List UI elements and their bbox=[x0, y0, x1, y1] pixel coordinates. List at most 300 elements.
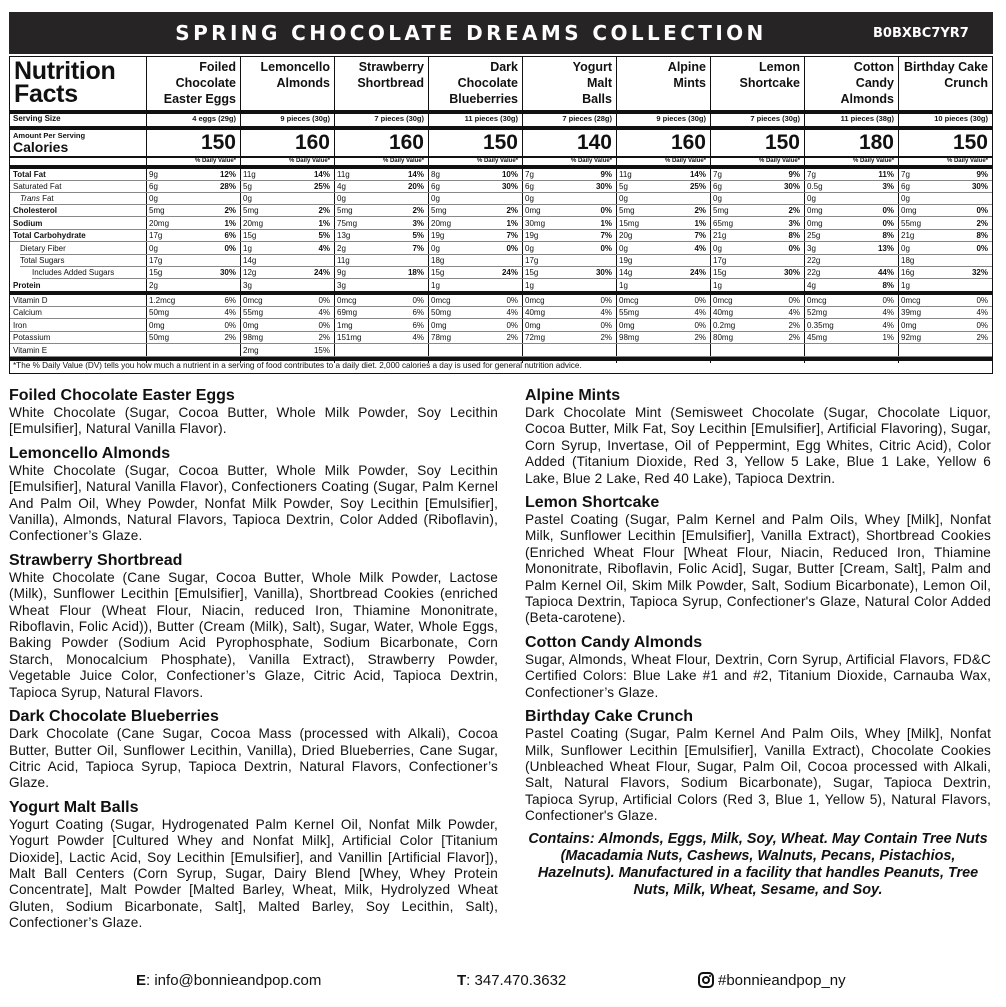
rule bbox=[10, 156, 146, 158]
daily-value-header: % Daily Value* bbox=[946, 158, 988, 164]
sugars-amount: 18g bbox=[901, 256, 915, 265]
fiber-dv: 0% bbox=[506, 244, 518, 253]
potassium-amount: 80mg bbox=[713, 333, 734, 342]
total-fat-dv: 9% bbox=[976, 170, 988, 179]
sugars-amount: 17g bbox=[713, 256, 727, 265]
added-sugars-dv: 24% bbox=[313, 268, 330, 277]
daily-value-header: % Daily Value* bbox=[852, 158, 894, 164]
ingredient-block bbox=[525, 633, 991, 701]
sat-fat-dv: 20% bbox=[407, 182, 424, 191]
added-sugars-dv: 24% bbox=[501, 268, 518, 277]
product-name-line: Crunch bbox=[944, 76, 988, 90]
product-name-line: Chocolate bbox=[175, 76, 236, 90]
sodium-dv: 0% bbox=[882, 219, 894, 228]
carbs-dv: 6% bbox=[224, 231, 236, 240]
vit-d-dv: 0% bbox=[694, 296, 706, 305]
rule bbox=[898, 192, 992, 193]
cholesterol-dv: 2% bbox=[224, 206, 236, 215]
iron-amount: 0mg bbox=[243, 321, 259, 330]
trans-fat-amount: 0g bbox=[619, 194, 628, 203]
calcium-dv: 4% bbox=[694, 308, 706, 317]
phone-number: : 347.470.3632 bbox=[466, 972, 567, 989]
sat-fat-dv: 25% bbox=[689, 182, 706, 191]
rule bbox=[616, 291, 710, 295]
vit-d-dv: 0% bbox=[976, 296, 988, 305]
calcium-amount: 40mg bbox=[525, 308, 546, 317]
trans-fat-amount: 0g bbox=[149, 194, 158, 203]
vit-d-dv: 0% bbox=[882, 296, 894, 305]
protein-amount: 3g bbox=[337, 281, 346, 290]
rule bbox=[428, 126, 522, 130]
ingredient-product-name: Alpine Mints bbox=[525, 387, 621, 404]
cholesterol-dv: 0% bbox=[600, 206, 612, 215]
ingredient-list-text: Yogurt Coating (Sugar, Hydrogenated Palm Kernel Oil, Nonfat Milk Powder, Yogurt Powder [Cultured Whey and Nonfat Milk], Artificial Color [Titanium Dioxide], Lactic Acid, Soy Lecithin [Emulsifier], and Vanillin [Artificial Flavor]), Malt Ball Centers (Corn Syrup, Sugar, Dairy Blend [Whey, Whey Protein Concentrate], Malt Powder [Malted Barley, Wheat, Milk, Hydrolyzed Wheat Gluten, Sodium Bicarbonate, Salt], Malted Barley, Soy Lecithin, Salt), Confectioner’s Glaze. bbox=[9, 816, 498, 931]
total-sugars-label: Total Sugars bbox=[20, 256, 65, 265]
ingredient-block bbox=[525, 707, 991, 824]
vitamin-e-label: Vitamin E bbox=[13, 346, 48, 355]
sodium-label: Sodium bbox=[13, 219, 43, 228]
trans-fat-rest: Fat bbox=[39, 194, 54, 203]
product-name bbox=[619, 59, 706, 91]
protein-amount: 2g bbox=[149, 281, 158, 290]
carbs-amount: 17g bbox=[149, 231, 163, 240]
vit-e-dv: 15% bbox=[313, 346, 330, 355]
potassium-amount: 92mg bbox=[901, 333, 922, 342]
total-fat-dv: 14% bbox=[313, 170, 330, 179]
protein-amount: 1g bbox=[713, 281, 722, 290]
total-fat-amount: 8g bbox=[431, 170, 440, 179]
calcium-amount: 55mg bbox=[619, 308, 640, 317]
instagram-contact bbox=[698, 972, 846, 989]
rule bbox=[616, 216, 710, 217]
rule bbox=[898, 241, 992, 242]
serving-size-value: 10 pieces (30g) bbox=[934, 114, 988, 123]
fiber-dv: 0% bbox=[224, 244, 236, 253]
rule bbox=[616, 318, 710, 319]
rule bbox=[32, 278, 146, 279]
potassium-amount: 50mg bbox=[149, 333, 170, 342]
added-sugars-amount: 16g bbox=[901, 268, 915, 277]
fiber-dv: 0% bbox=[788, 244, 800, 253]
potassium-dv: 2% bbox=[506, 333, 518, 342]
product-name-line: Shortbread bbox=[357, 76, 424, 90]
sat-fat-dv: 30% bbox=[595, 182, 612, 191]
vit-d-dv: 6% bbox=[224, 296, 236, 305]
potassium-dv: 1% bbox=[882, 333, 894, 342]
total-fat-dv: 14% bbox=[689, 170, 706, 179]
cholesterol-amount: 5mg bbox=[337, 206, 353, 215]
cholesterol-amount: 0mg bbox=[525, 206, 541, 215]
product-name-line: Malt bbox=[587, 76, 612, 90]
vit-d-amount: 0mcg bbox=[337, 296, 357, 305]
rule bbox=[804, 216, 898, 217]
ingredients-right-column bbox=[525, 386, 991, 900]
cholesterol-dv: 0% bbox=[882, 206, 894, 215]
sugars-amount: 14g bbox=[243, 256, 257, 265]
trans-fat-amount: 0g bbox=[243, 194, 252, 203]
potassium-dv: 2% bbox=[600, 333, 612, 342]
added-sugars-amount: 22g bbox=[807, 268, 821, 277]
iron-amount: 0mg bbox=[619, 321, 635, 330]
product-name bbox=[337, 59, 424, 91]
calcium-dv: 4% bbox=[788, 308, 800, 317]
rule bbox=[334, 216, 428, 217]
rule bbox=[428, 278, 522, 279]
added-sugars-dv: 30% bbox=[783, 268, 800, 277]
phone-contact bbox=[457, 972, 566, 989]
ingredient-product-name: Lemoncello Almonds bbox=[9, 444, 171, 462]
calcium-dv: 4% bbox=[600, 308, 612, 317]
total-fat-dv: 10% bbox=[501, 170, 518, 179]
iron-dv: 0% bbox=[600, 321, 612, 330]
product-name bbox=[431, 59, 518, 107]
cholesterol-dv: 0% bbox=[976, 206, 988, 215]
product-name-line: Foiled bbox=[199, 60, 236, 74]
calcium-amount: 55mg bbox=[243, 308, 264, 317]
potassium-amount: 98mg bbox=[619, 333, 640, 342]
product-name bbox=[713, 59, 800, 91]
rule bbox=[240, 343, 334, 344]
sat-fat-dv: 30% bbox=[501, 182, 518, 191]
ingredient-list-text: Dark Chocolate Mint (Semisweet Chocolate (Sugar, Chocolate Liquor, Cocoa Butter, Milk Fat, Soy Lecithin [Emulsifier], Artificial Flavoring), Sugar, Corn Syrup, Invertase, Oil of Peppermint, Egg Whites, Citric Acid), Color Added (Titanium Dioxide, Red 3, Yellow 5 Lake, Blue 1 Lake, Yellow 6 Lake, Blue 2 Lake, Red 40 Lake), Tapioca Dextrin. bbox=[525, 405, 991, 486]
iron-amount: 0mg bbox=[431, 321, 447, 330]
serving-size-value: 11 pieces (30g) bbox=[464, 114, 518, 123]
sodium-dv: 1% bbox=[506, 219, 518, 228]
ingredient-list-text: Dark Chocolate (Cane Sugar, Cocoa Mass (processed with Alkali), Cocoa Butter, Butter Oil, Sunflower Lecithin, Vanilla), Dried Blueberries, Cane Sugar, Citric Acid, Tapioca Syrup, Tapioca Dextrin, Natural Flavors, Confectioner’s Glaze. bbox=[9, 726, 498, 791]
rule bbox=[334, 241, 428, 242]
total-fat-amount: 7g bbox=[807, 170, 816, 179]
instagram-icon bbox=[698, 972, 714, 988]
total-fat-amount: 11g bbox=[337, 170, 350, 179]
email-address: : info@bonnieandpop.com bbox=[146, 972, 322, 989]
product-name bbox=[807, 59, 894, 107]
rule bbox=[522, 192, 616, 193]
sat-fat-amount: 6g bbox=[525, 182, 534, 191]
ingredient-list-text: Pastel Coating (Sugar, Palm Kernel And Palm Oils, Whey [Milk], Nonfat Milk, Sunflower Lecithin [Emulsifier], Vanilla Extract), Chocolate Cookies (Unbleached Wheat Flour, Sugar, Palm Oil, Cocoa processed with Alkali, Salt, Natural Flavors, Sodium Bicarbonate), Sugar, Tapioca Dextrin, Tapioca Syrup, Artificial Colors (Red 3, Blue 1, Yellow 5), Natural Flavors, Confectioner's Glaze. bbox=[525, 726, 991, 824]
rule bbox=[428, 343, 522, 344]
carbs-amount: 21g bbox=[901, 231, 915, 240]
rule bbox=[334, 126, 428, 130]
ingredient-list-text: White Chocolate (Sugar, Cocoa Butter, Whole Milk Powder, Soy Lecithin [Emulsifier], Natural Vanilla Flavor), Confectioners Coating (Sugar, Palm Kernel And Palm Oil, Whey Powder, Nonfat Milk Powder, Soy Lecithin [Emulsifier], Vanilla), Almonds, Natural Flavors, Tapioca Dextrin, Color Added (Riboflavin), Confectioner’s Glaze. bbox=[9, 462, 498, 544]
potassium-amount: 151mg bbox=[337, 333, 362, 342]
product-name-line: Yogurt bbox=[572, 60, 612, 74]
trans-fat-amount: 0g bbox=[525, 194, 534, 203]
rule bbox=[522, 241, 616, 242]
vit-d-amount: 0mcg bbox=[713, 296, 733, 305]
rule bbox=[334, 318, 428, 319]
fiber-amount: 3g bbox=[807, 244, 816, 253]
carbs-amount: 21g bbox=[713, 231, 727, 240]
daily-value-header: % Daily Value* bbox=[288, 158, 330, 164]
ingredient-product-name: Foiled Chocolate Easter Eggs bbox=[9, 387, 235, 404]
saturated-fat-label: Saturated Fat bbox=[13, 182, 62, 191]
daily-value-header: % Daily Value* bbox=[570, 158, 612, 164]
fiber-dv: 0% bbox=[976, 244, 988, 253]
ingredient-list-text: Pastel Coating (Sugar, Palm Kernel and Palm Oils, Whey [Milk], Nonfat Milk, Sunflower Lecithin [Emulsifier], Vanilla Extract), Shortbread Cookies (Enriched Wheat Flour [Wheat Flour, Niacin, Reduced Iron, Thiamine Mononitrate, Riboflavin, Folic Acid], Sugar, Butter [Cream, Salt], Palm and Palm Kernel Oil, Skim Milk Powder, Salt, Sodium Bicarbonate), Lemon Oil, Tapioca Dextrin, Tapioca Syrup, Confectioner's Glaze, Natural Color Added (Beta-carotene). bbox=[525, 512, 991, 626]
rule bbox=[240, 291, 334, 295]
potassium-dv: 2% bbox=[224, 333, 236, 342]
product-name-line: Almonds bbox=[840, 92, 894, 106]
sodium-dv: 3% bbox=[788, 219, 800, 228]
nutrition-title-line2: Facts bbox=[14, 80, 78, 108]
sugars-amount: 17g bbox=[525, 256, 539, 265]
sodium-amount: 55mg bbox=[901, 219, 922, 228]
sat-fat-amount: 6g bbox=[901, 182, 910, 191]
rule bbox=[898, 278, 992, 279]
product-column bbox=[710, 57, 804, 417]
phone-label: T bbox=[457, 972, 467, 989]
email-contact bbox=[136, 972, 321, 989]
allergen-statement: Contains: Almonds, Eggs, Milk, Soy, Wheat. May Contain Tree Nuts (Macadamia Nuts, Cashews, Walnuts, Pecans, Pistachios, Hazelnuts). Manufactured in a facility that handles Peanuts, Tree Nuts, Milk, Wheat, Sesame, and Soy. bbox=[528, 830, 988, 899]
carbs-dv: 7% bbox=[600, 231, 612, 240]
calcium-amount: 50mg bbox=[431, 308, 452, 317]
sodium-dv: 1% bbox=[224, 219, 236, 228]
ingredient-block bbox=[525, 493, 991, 627]
rule bbox=[898, 291, 992, 295]
rule bbox=[804, 192, 898, 193]
sat-fat-dv: 28% bbox=[219, 182, 236, 191]
vit-d-amount: 1.2mcg bbox=[149, 296, 176, 305]
rule bbox=[10, 126, 146, 130]
protein-amount: 1g bbox=[525, 281, 534, 290]
calcium-dv: 4% bbox=[882, 308, 894, 317]
calories-value: 140 bbox=[576, 131, 612, 154]
product-name-line: Almonds bbox=[276, 76, 330, 90]
vit-d-amount: 0mcg bbox=[525, 296, 545, 305]
trans-fat-amount: 0g bbox=[901, 194, 910, 203]
rule bbox=[804, 318, 898, 319]
fiber-amount: 0g bbox=[525, 244, 534, 253]
potassium-amount: 45mg bbox=[807, 333, 828, 342]
iron-dv: 2% bbox=[788, 321, 800, 330]
added-sugars-amount: 15g bbox=[713, 268, 727, 277]
serving-size-value: 4 eggs (29g) bbox=[192, 114, 236, 123]
rule bbox=[710, 291, 804, 295]
potassium-label: Potassium bbox=[13, 333, 51, 342]
rule bbox=[522, 278, 616, 279]
rule bbox=[898, 343, 992, 344]
daily-value-header: % Daily Value* bbox=[382, 158, 424, 164]
rule bbox=[616, 126, 710, 130]
vit-d-dv: 0% bbox=[412, 296, 424, 305]
cholesterol-dv: 2% bbox=[788, 206, 800, 215]
rule bbox=[522, 216, 616, 217]
sodium-amount: 30mg bbox=[525, 219, 546, 228]
vit-d-amount: 0mcg bbox=[243, 296, 263, 305]
vit-d-amount: 0mcg bbox=[901, 296, 921, 305]
total-carbohydrate-label: Total Carbohydrate bbox=[13, 231, 86, 240]
sat-fat-dv: 30% bbox=[783, 182, 800, 191]
product-name bbox=[243, 59, 330, 91]
total-fat-amount: 11g bbox=[243, 170, 256, 179]
contact-footer bbox=[0, 968, 1006, 996]
vit-d-dv: 0% bbox=[506, 296, 518, 305]
fiber-dv: 7% bbox=[412, 244, 424, 253]
rule bbox=[428, 192, 522, 193]
rule bbox=[804, 343, 898, 344]
vit-d-dv: 0% bbox=[600, 296, 612, 305]
product-name-line: Birthday Cake bbox=[903, 60, 988, 74]
rule bbox=[240, 278, 334, 279]
fiber-amount: 0g bbox=[149, 244, 158, 253]
rule bbox=[428, 216, 522, 217]
sat-fat-dv: 30% bbox=[971, 182, 988, 191]
fiber-dv: 4% bbox=[318, 244, 330, 253]
total-fat-dv: 11% bbox=[878, 170, 894, 179]
rule bbox=[616, 343, 710, 344]
protein-amount: 4g bbox=[807, 281, 816, 290]
rule bbox=[240, 126, 334, 130]
ingredient-product-name: Lemon Shortcake bbox=[525, 494, 660, 512]
protein-amount: 1g bbox=[431, 281, 440, 290]
trans-fat-label bbox=[20, 193, 54, 204]
fiber-amount: 0g bbox=[619, 244, 628, 253]
calcium-amount: 52mg bbox=[807, 308, 828, 317]
ingredient-block bbox=[525, 386, 991, 487]
iron-amount: 0mg bbox=[149, 321, 165, 330]
added-sugars-amount: 15g bbox=[431, 268, 445, 277]
ingredients-left-column bbox=[9, 386, 498, 938]
sodium-amount: 20mg bbox=[431, 219, 452, 228]
sodium-amount: 75mg bbox=[337, 219, 358, 228]
protein-amount: 1g bbox=[619, 281, 628, 290]
added-sugars-dv: 30% bbox=[595, 268, 612, 277]
product-name-line: Candy bbox=[855, 76, 894, 90]
iron-dv: 4% bbox=[882, 321, 894, 330]
daily-value-header: % Daily Value* bbox=[758, 158, 800, 164]
added-sugars-amount: 14g bbox=[619, 268, 633, 277]
rule bbox=[522, 318, 616, 319]
sat-fat-amount: 6g bbox=[431, 182, 440, 191]
vit-d-dv: 0% bbox=[788, 296, 800, 305]
iron-dv: 0% bbox=[506, 321, 518, 330]
total-fat-amount: 9g bbox=[149, 170, 158, 179]
added-sugars-amount: 9g bbox=[337, 268, 346, 277]
potassium-dv: 2% bbox=[694, 333, 706, 342]
serving-size-value: 11 pieces (38g) bbox=[840, 114, 894, 123]
potassium-dv: 2% bbox=[976, 333, 988, 342]
rule bbox=[10, 241, 146, 242]
rule bbox=[616, 278, 710, 279]
rule bbox=[898, 216, 992, 217]
serving-size-value: 7 pieces (30g) bbox=[750, 114, 800, 123]
product-column bbox=[804, 57, 898, 417]
sugars-amount: 11g bbox=[337, 256, 350, 265]
sodium-dv: 2% bbox=[976, 219, 988, 228]
dietary-fiber-label: Dietary Fiber bbox=[20, 244, 66, 253]
product-name bbox=[901, 59, 988, 91]
added-sugars-dv: 18% bbox=[407, 268, 424, 277]
added-sugars-dv: 32% bbox=[971, 268, 988, 277]
nutrition-facts-panel bbox=[9, 56, 993, 374]
fiber-amount: 1g bbox=[243, 244, 252, 253]
iron-amount: 0mg bbox=[525, 321, 541, 330]
fiber-dv: 4% bbox=[694, 244, 706, 253]
rule bbox=[334, 343, 428, 344]
rule bbox=[146, 278, 240, 279]
carbs-dv: 8% bbox=[882, 231, 894, 240]
calories-value: 160 bbox=[388, 131, 424, 154]
rule bbox=[522, 126, 616, 130]
serving-size-value: 7 pieces (30g) bbox=[374, 114, 424, 123]
added-sugars-amount: 12g bbox=[243, 268, 257, 277]
total-fat-amount: 7g bbox=[713, 170, 722, 179]
product-name-line: Blueberries bbox=[449, 92, 518, 106]
rule bbox=[428, 241, 522, 242]
cholesterol-label: Cholesterol bbox=[13, 206, 58, 215]
ingredient-block bbox=[9, 798, 498, 932]
ingredient-product-name: Birthday Cake Crunch bbox=[525, 708, 694, 726]
sat-fat-amount: 6g bbox=[713, 182, 722, 191]
ingredient-product-name: Dark Chocolate Blueberries bbox=[9, 708, 219, 726]
total-fat-label: Total Fat bbox=[13, 170, 46, 179]
rule bbox=[804, 278, 898, 279]
calcium-label: Calcium bbox=[13, 308, 42, 317]
product-name-line: Easter Eggs bbox=[163, 92, 236, 106]
rule bbox=[146, 343, 240, 344]
calories-label: Calories bbox=[13, 139, 69, 155]
iron-dv: 0% bbox=[694, 321, 706, 330]
product-name-line: Balls bbox=[582, 92, 612, 106]
rule bbox=[710, 126, 804, 130]
sat-fat-amount: 0.5g bbox=[807, 182, 823, 191]
rule bbox=[146, 192, 240, 193]
sodium-amount: 20mg bbox=[149, 219, 170, 228]
nutrition-title-line1: Nutrition bbox=[14, 57, 116, 85]
potassium-dv: 4% bbox=[412, 333, 424, 342]
calcium-dv: 4% bbox=[976, 308, 988, 317]
cholesterol-amount: 0mg bbox=[901, 206, 917, 215]
cholesterol-dv: 2% bbox=[506, 206, 518, 215]
rule bbox=[710, 192, 804, 193]
fiber-dv: 13% bbox=[877, 244, 894, 253]
ingredient-list-text: White Chocolate (Sugar, Cocoa Butter, Whole Milk Powder, Soy Lecithin [Emulsifier], Natural Vanilla Flavor). bbox=[9, 405, 498, 437]
ingredient-block bbox=[9, 707, 498, 792]
rule bbox=[240, 241, 334, 242]
email-label: E bbox=[136, 972, 147, 989]
rule bbox=[804, 291, 898, 295]
sat-fat-amount: 6g bbox=[149, 182, 158, 191]
vit-d-amount: 0mcg bbox=[619, 296, 639, 305]
serving-size-label: Serving Size bbox=[13, 114, 61, 123]
sat-fat-amount: 5g bbox=[619, 182, 628, 191]
rule bbox=[10, 216, 146, 217]
carbs-dv: 7% bbox=[694, 231, 706, 240]
calories-value: 160 bbox=[294, 131, 330, 154]
calories-value: 150 bbox=[764, 131, 800, 154]
calcium-dv: 6% bbox=[412, 308, 424, 317]
rule bbox=[240, 216, 334, 217]
calories-value: 150 bbox=[200, 131, 236, 154]
product-column bbox=[898, 57, 992, 417]
trans-fat-amount: 0g bbox=[713, 194, 722, 203]
cholesterol-dv: 2% bbox=[412, 206, 424, 215]
iron-dv: 6% bbox=[412, 321, 424, 330]
protein-amount: 1g bbox=[901, 281, 910, 290]
carbs-amount: 20g bbox=[619, 231, 633, 240]
rule bbox=[710, 278, 804, 279]
ingredient-block bbox=[9, 551, 498, 701]
carbs-dv: 7% bbox=[506, 231, 518, 240]
rule bbox=[10, 291, 146, 295]
ingredient-product-name: Cotton Candy Almonds bbox=[525, 633, 703, 651]
sodium-amount: 15mg bbox=[619, 219, 640, 228]
calcium-amount: 39mg bbox=[901, 308, 922, 317]
fiber-amount: 0g bbox=[713, 244, 722, 253]
rule bbox=[334, 278, 428, 279]
nutrition-facts-title bbox=[14, 57, 116, 108]
sat-fat-amount: 4g bbox=[337, 182, 346, 191]
